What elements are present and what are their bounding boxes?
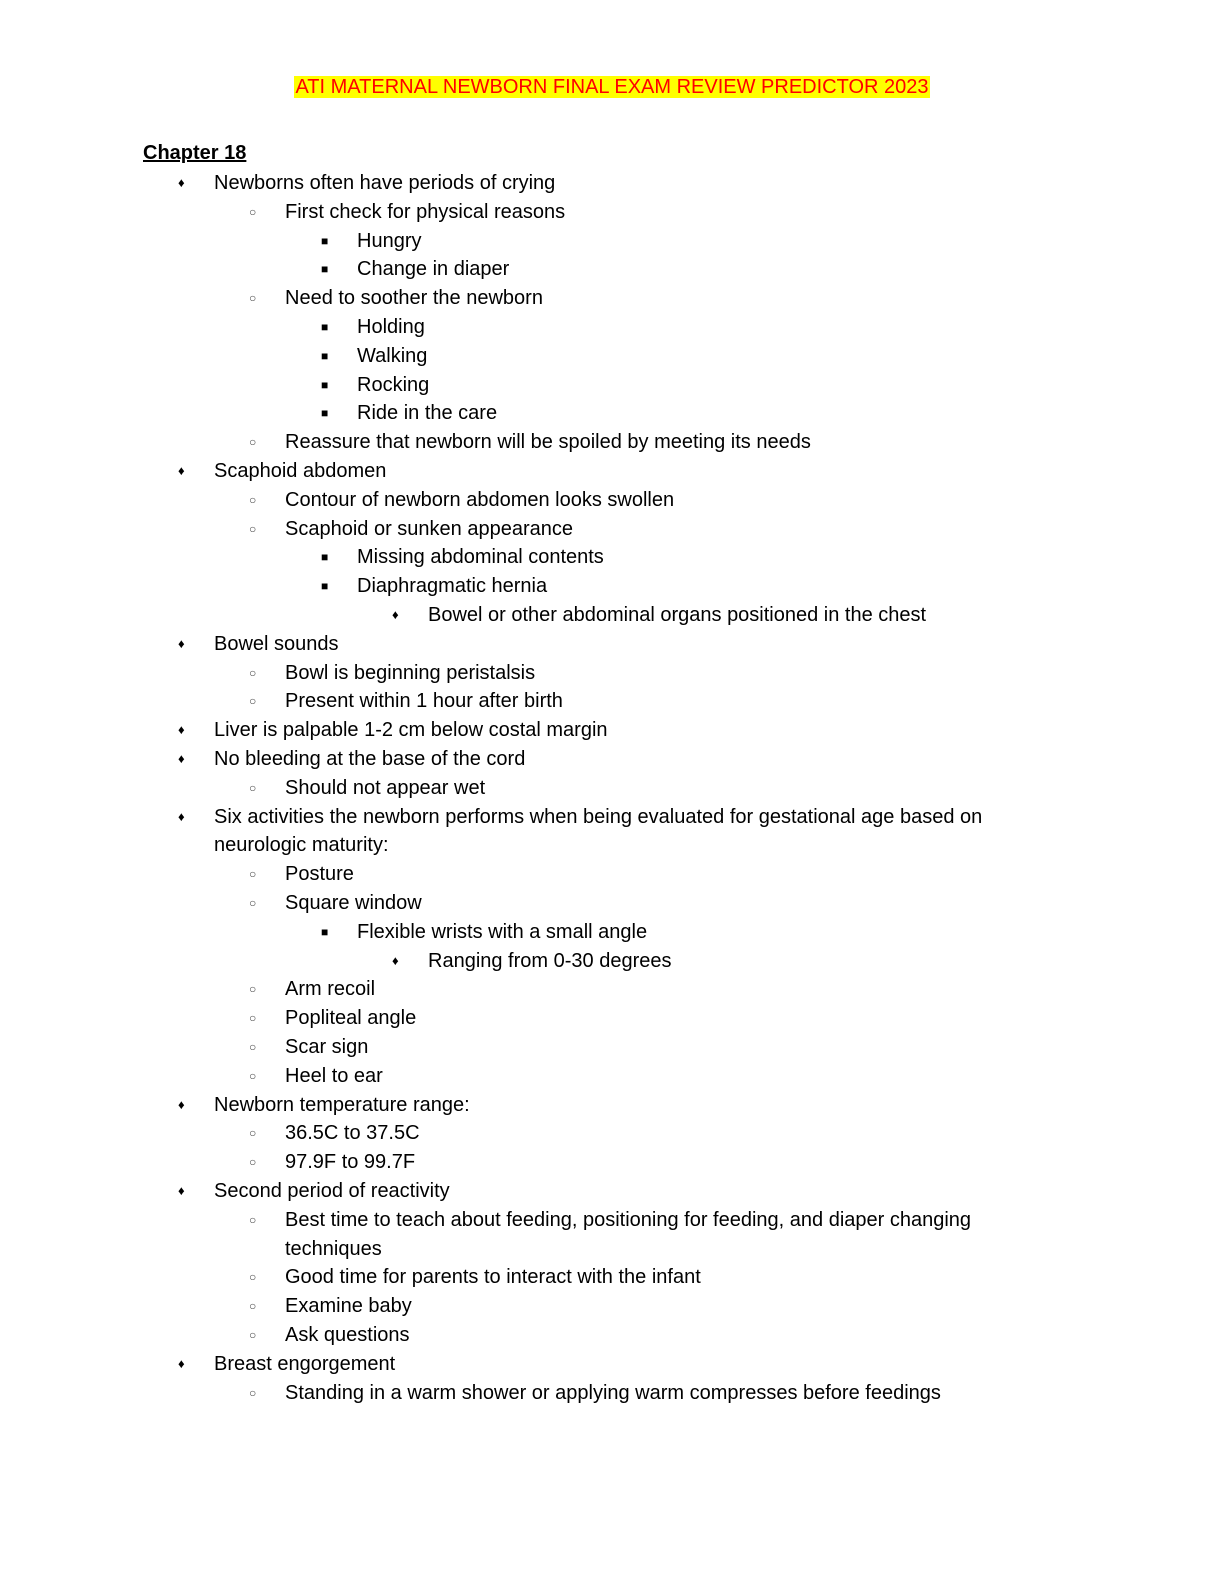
list-item: Arm recoil [285,978,376,1001]
bullet-icon: ○ [249,665,257,680]
list-item: Should not appear wet [285,776,486,799]
list-item: Popliteal angle [285,1007,417,1030]
list-item: Walking [357,344,428,367]
bullet-icon: ♦ [178,1096,185,1112]
list-item: Rocking [357,373,430,396]
bullet-icon: ■ [321,924,329,939]
list-item: Diaphragmatic hernia [357,575,548,598]
bullet-icon: ○ [249,1385,257,1400]
bullet-icon: ■ [321,233,329,248]
bullet-icon: ○ [249,492,257,507]
list-item: Contour of newborn abdomen looks swollen [285,488,675,511]
bullet-icon: ♦ [178,808,185,824]
list-item: Six activities the newborn performs when being evaluated for gestational age based on [214,805,983,828]
list-item: 36.5C to 37.5C [285,1122,420,1145]
bullet-icon: ■ [321,406,329,421]
bullet-icon: ○ [249,1126,257,1141]
list-item: Best time to teach about feeding, positioning for feeding, and diaper changing [285,1208,972,1231]
bullet-icon: ○ [249,1328,257,1342]
bullet-icon: ○ [249,780,257,795]
list-item: Hungry [357,229,422,252]
list-item: Missing abdominal contents [357,546,604,569]
bullet-icon: ■ [321,262,329,277]
list-item: Bowl is beginning peristalsis [285,661,536,684]
chapter-heading: Chapter 18 [143,142,247,164]
list-item: Bowel or other abdominal organs positioned in the chest [428,604,927,626]
bullet-icon: ♦ [392,607,399,622]
bullet-icon: ○ [249,1011,257,1026]
list-item: neurologic maturity: [214,834,389,857]
list-item: Ask questions [285,1324,410,1346]
bullet-icon: ○ [249,291,257,306]
list-item: Change in diaper [357,258,510,281]
bullet-icon: ○ [249,867,257,882]
bullet-icon: ■ [321,550,329,565]
list-item: 97.9F to 99.7F [285,1151,416,1174]
bullet-icon: ♦ [178,175,185,190]
list-item: Posture [285,863,354,886]
bullet-icon: ♦ [178,1183,185,1198]
document-title [0,74,1224,100]
list-item: Present within 1 hour after birth [285,690,563,713]
list-item: Second period of reactivity [214,1180,450,1202]
bullet-icon: ○ [249,1068,257,1083]
list-item: Heel to ear [285,1064,383,1087]
bullet-icon: ♦ [178,635,185,651]
bullet-icon: ♦ [392,952,399,968]
list-item: Liver is palpable 1-2 cm below costal margin [214,719,608,742]
bullet-icon: ○ [249,521,257,536]
bullet-icon: ○ [249,896,257,910]
list-item: Newborns often have periods of crying [214,172,556,194]
list-item: Reassure that newborn will be spoiled by meeting its needs [285,431,811,454]
list-item: Ranging from 0-30 degrees [428,949,672,972]
bullet-icon: ○ [249,694,257,709]
document-title-text: ATI MATERNAL NEWBORN FINAL EXAM REVIEW PREDICTOR 2023 [295,76,929,98]
bullet-icon: ■ [321,579,329,594]
bullet-icon: ○ [249,1155,257,1170]
list-item: Examine baby [285,1295,412,1318]
list-item: Bowel sounds [214,632,339,655]
list-item: techniques [285,1237,382,1260]
list-item: Breast engorgement [214,1352,396,1375]
list-item: Good time for parents to interact with the infant [285,1266,701,1289]
list-item: Standing in a warm shower or applying warm compresses before feedings [285,1381,941,1404]
bullet-icon: ○ [249,204,257,219]
list-item: Ride in the care [357,402,498,425]
list-item: Scaphoid abdomen [214,460,387,482]
bullet-icon: ○ [249,1040,257,1054]
bullet-icon: ♦ [178,1355,185,1371]
bullet-icon: ○ [249,982,257,997]
bullet-icon: ○ [249,435,257,450]
list-item: Square window [285,892,422,914]
bullet-icon: ■ [321,320,329,334]
list-item: Need to soother the newborn [285,287,543,310]
bullet-icon: ♦ [178,722,185,738]
bullet-icon: ♦ [178,463,185,478]
bullet-icon: ■ [321,348,329,363]
list-item: Flexible wrists with a small angle [357,920,648,943]
list-item: Scar sign [285,1036,369,1058]
list-item: Newborn temperature range: [214,1093,470,1116]
list-item: No bleeding at the base of the cord [214,748,526,770]
list-item: First check for physical reasons [285,200,566,223]
list-item: Holding [357,316,425,338]
bullet-icon: ♦ [178,751,185,766]
bullet-icon: ○ [249,1270,257,1285]
list-item: Scaphoid or sunken appearance [285,517,573,540]
bullet-icon: ○ [249,1299,257,1314]
bullet-icon: ○ [249,1212,257,1227]
bullet-icon: ■ [321,377,329,392]
